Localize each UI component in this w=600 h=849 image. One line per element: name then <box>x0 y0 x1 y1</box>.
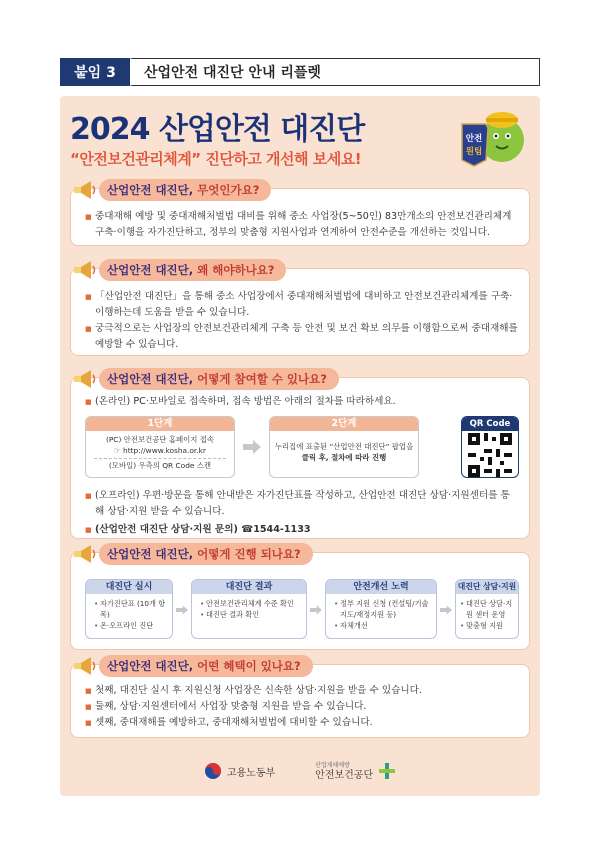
list-item: ■ 둘째, 상담·지원센터에서 사업장 맞춤형 지원을 받을 수 있습니다. <box>85 699 519 715</box>
qr-code-title: QR Code <box>462 417 518 431</box>
step-2-title: 2단계 <box>270 417 418 431</box>
section-process <box>70 547 530 650</box>
list-item: ■ 중대재해 예방 및 중대재해처벌법 대비를 위해 중소 사업장(5~50인) 83만개소의 안전보건관리체계 구축·이행을 자가진단하고, 정부의 맞춤형 지원사업과 연계하여 안전수준을 개선하는 것입니다. <box>85 209 519 241</box>
step-1-mobile: (모바일) 우측의 QR Code 스캔 <box>94 458 226 471</box>
taegeuk-icon <box>204 762 222 780</box>
qr-code-card[interactable] <box>461 416 519 478</box>
kosha-tagline: 산업재해예방 <box>315 762 350 769</box>
mascot-badge-icon <box>456 102 530 176</box>
process-flow <box>85 579 519 645</box>
megaphone-icon <box>71 655 97 677</box>
section-title-pill: 산업안전 대진단, 어떤 혜택이 있나요? <box>99 655 313 677</box>
ministry-logo <box>204 762 275 780</box>
poster-title: 2024 산업안전 대진단 <box>70 112 365 147</box>
section-header <box>71 367 339 391</box>
section-why <box>70 263 530 356</box>
section-header <box>71 654 313 678</box>
kosha-name: 안전보건공단 <box>315 770 374 781</box>
section-header <box>71 542 313 566</box>
footer-logos <box>60 756 540 786</box>
offline-info: ■ (오프라인) 우편·방문을 통해 안내받은 자가진단표를 작성하고, 산업안전 대진단 상담·지원센터를 통해 상담·지원 받을 수 있습니다. <box>85 488 519 520</box>
leaflet-poster <box>60 96 540 796</box>
cross-icon <box>378 762 396 780</box>
megaphone-icon <box>71 368 97 390</box>
svg-text:안전: 안전 <box>465 134 483 144</box>
online-info: ■ (온라인) PC·모바일로 접속하며, 접속 방법은 아래의 절차를 따라하세요. <box>85 394 519 410</box>
step-2-line1: 누리집에 표출된 “산업안전 대진단” 팝업을 <box>274 442 414 451</box>
step-1-card <box>85 416 235 478</box>
section-what <box>70 183 530 246</box>
attachment-title: 산업안전 대진단 안내 리플렛 <box>130 58 540 86</box>
section-title-pill: 산업안전 대진단, 어떻게 참여할 수 있나요? <box>99 368 339 390</box>
section-how-participate <box>70 372 530 539</box>
step-1-url[interactable]: ☞ http://www.kosha.or.kr <box>114 446 206 455</box>
list-item: ■ 첫째, 대진단 실시 후 지원신청 사업장은 신속한 상담·지원을 받을 수 있습니다. <box>85 683 519 699</box>
step-2-line2: 클릭 후, 절차에 따라 진행 <box>301 453 387 462</box>
poster-subtitle: “안전보건관리체계” 진단하고 개선해 보세요! <box>70 150 362 168</box>
contact-info: ■ (산업안전 대진단 상담·지원 문의) ☎1544-1133 <box>85 522 519 538</box>
megaphone-icon <box>71 259 97 281</box>
section-header <box>71 178 271 202</box>
qr-code-icon <box>468 433 512 477</box>
attachment-header <box>60 58 540 86</box>
step-1-title: 1단계 <box>86 417 234 431</box>
arrow-right-icon <box>440 605 452 615</box>
section-header <box>71 258 286 282</box>
flow-step-3: 안전개선 노력 • 정부 지원 신청 (컨설팅/기술지도/재정지원 등) • 자체개선 <box>325 579 437 639</box>
flow-step-2: 대진단 결과 • 안전보건관리체계 수준 확인 • 대진단 결과 확인 <box>191 579 307 639</box>
section-title-pill: 산업안전 대진단, 어떻게 진행 되나요? <box>99 543 313 565</box>
section-benefits <box>70 659 530 738</box>
section-title-pill: 산업안전 대진단, 무엇인가요? <box>99 179 271 201</box>
list-item: ■ 「산업안전 대진단」을 통해 중소 사업장에서 중대재해처벌법에 대비하고 안전보건관리체계를 구축·이행하는데 도움을 받을 수 있습니다. <box>85 289 519 321</box>
arrow-right-icon <box>310 605 322 615</box>
megaphone-icon <box>71 179 97 201</box>
procedure-steps <box>85 416 519 484</box>
flow-step-4: 대진단 상담·지원 • 대진단 상담·지원 센터 운영 • 맞춤형 지원 <box>455 579 519 639</box>
arrow-right-icon <box>243 440 261 454</box>
megaphone-icon <box>71 543 97 565</box>
attachment-tag: 붙임 3 <box>60 58 130 86</box>
kosha-logo <box>315 761 396 781</box>
flow-step-1: 대진단 실시 • 자가진단표 (10개 항목) • 온·오프라인 진단 <box>85 579 173 639</box>
list-item: ■ 셋째, 중대재해를 예방하고, 중대재해처벌법에 대비할 수 있습니다. <box>85 715 519 731</box>
svg-text:원팀: 원팀 <box>465 147 483 157</box>
section-title-pill: 산업안전 대진단, 왜 해야하나요? <box>99 259 286 281</box>
step-2-card <box>269 416 419 478</box>
arrow-right-icon <box>176 605 188 615</box>
list-item: ■ 궁극적으로는 사업장의 안전보건관리체계 구축 등 안전 및 보건 확보 의무를 이행함으로써 중대재해를 예방할 수 있습니다. <box>85 321 519 353</box>
ministry-name: 고용노동부 <box>226 767 276 779</box>
step-1-pc: (PC) 안전보건공단 홈페이지 접속 <box>105 435 215 444</box>
